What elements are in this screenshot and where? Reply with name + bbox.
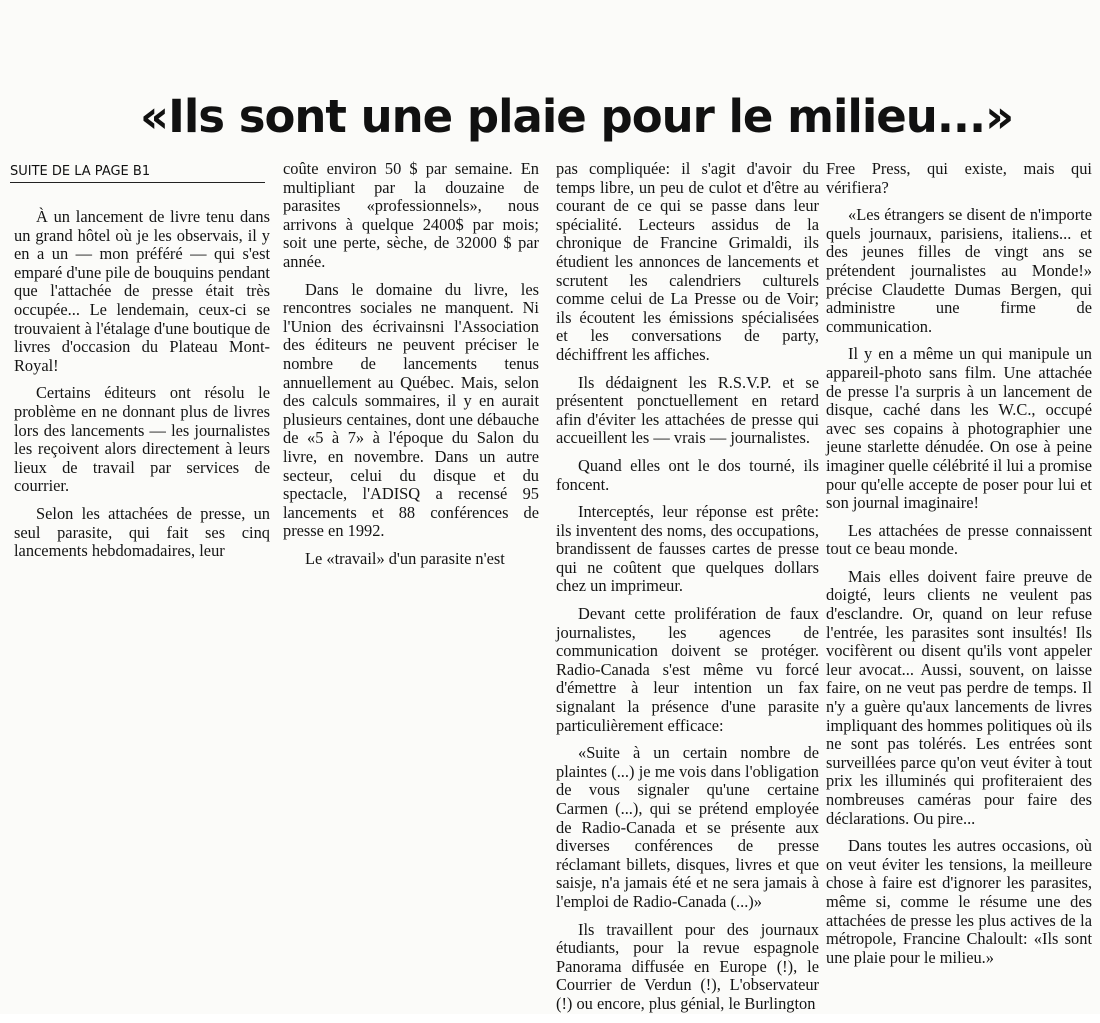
paragraph: coûte environ 50 $ par semaine. En multipliant par la douzaine de parasites «professionnels», nous arrivons à quelque 2400$ par mois; soit une perte, sèche, de 32000 $ par année. (283, 159, 539, 271)
paragraph: Les attachées de presse connaissent tout ce beau monde. (826, 520, 1092, 559)
continued-from-label: SUITE DE LA PAGE B1 (10, 163, 265, 183)
paragraph: Il y en a même un qui manipule un appareil-photo sans film. Une attachée de presse l'a surpris à un lancement de disque, caché dans les W.C., occupé avec ses copains à photographier une jeune starlette dénudée. On ose à peine imaginer quelle célébrité il lui a promise pour qu'elle accepte de poser pour lui et son journal imaginaire! (826, 344, 1092, 513)
paragraph: pas compliquée: il s'agit d'avoir du temps libre, un peu de culot et d'être au courant de ce qui se passe dans leur spécialité. Lecteurs assidus de la chronique de Francine Grimaldi, ils étudient les annonces de lancements et scrutent les calendriers culturels comme celui de La Presse ou de Voir; ils écoutent les émissions spécialisées et les conversations de party, déchiffrent les affiches. (556, 159, 819, 364)
paragraph: Quand elles ont le dos tourné, ils foncent. (556, 455, 819, 494)
paragraph: Ils travaillent pour des journaux étudiants, pour la revue espagnole Panorama diffusée en Europe (!), le Courrier de Verdun (!), L'observateur (!) ou encore, plus génial, le Burlington (556, 919, 819, 1013)
paragraph: À un lancement de livre tenu dans un grand hôtel où je les observais, il y en a un — mon préféré — qui s'est emparé d'une pile de bouquins pendant que l'attachée de presse était très occupée... Le lendemain, ceux-ci se trouvaient à l'étalage d'une boutique de livres d'occasion du Plateau Mont-Royal! (14, 207, 270, 375)
paragraph: Selon les attachées de presse, un seul parasite, qui fait ses cinq lancements hebdomadaires, leur (14, 503, 270, 561)
article-headline: «Ils sont une plaie pour le milieu...» (140, 90, 1014, 143)
paragraph: Dans toutes les autres occasions, où on veut éviter les tensions, la meilleure chose à faire est d'ignorer les parasites, même si, comme le résume une des attachées de presse les plus actives de la métropole, Francine Chaloult: «Ils sont une plaie pour le milieu.» (826, 836, 1092, 967)
column-1 (14, 208, 270, 570)
paragraph: Dans le domaine du livre, les rencontres sociales ne manquent. Ni l'Union des écrivainsni l'Association des éditeurs ne peuvent préciser le nombre de lancements tenus annuellement au Québec. Mais, selon des calculs sommaires, il y en aurait plusieurs centaines, dont une débauche de «5 à 7» à l'époque du Salon du livre, en novembre. Dans un autre secteur, celui du disque et du spectacle, l'ADISQ a recensé 95 lancements et 88 conférences de presse en 1992. (283, 279, 539, 541)
column-2 (283, 160, 539, 577)
paragraph: Mais elles doivent faire preuve de doigté, leurs clients ne veulent pas d'esclandre. Or, quand on leur refuse l'entrée, les parasites sont insultés! Ils vocifèrent ou disent qu'ils vont appeler leur avocat... Aussi, souvent, on laisse faire, on ne veut pas perdre de temps. Il n'y a guère qu'aux lancements de livres impliquant des hommes politiques où ils ne sont pas tolérés. Les entrées sont surveillées parce qu'on veut éviter à tout prix les illuminés qui profiteraient des nombreuses caméras pour faire des déclarations. Ou pire... (826, 566, 1092, 828)
quoted-fax: «Suite à un certain nombre de plaintes (...) je me vois dans l'obligation de vous signaler qu'une certaine Carmen (...), qui se prétend employée de Radio-Canada et se présente aux diverses conférences de presse réclamant billets, disques, livres et que saisje, n'a jamais été et ne sera jamais à l'emploi de Radio-Canada (...)» (556, 743, 819, 911)
paragraph: Devant cette prolifération de faux journalistes, les agences de communication doivent se protéger. Radio-Canada s'est même vu forcé d'émettre à leur intention un fax signalant la présence d'une parasite particulièrement efficace: (556, 604, 819, 735)
paragraph: Ils dédaignent les R.S.V.P. et se présentent ponctuellement en retard afin d'éviter les attachées de presse qui accueillent les — vrais — journalistes. (556, 372, 819, 448)
paragraph: «Les étrangers se disent de n'importe quels journaux, parisiens, italiens... et des jeunes filles de vingt ans se prétendent journalistes au Monde!» précise Claudette Dumas Bergen, qui administre une firme de communication. (826, 205, 1092, 336)
column-3 (556, 160, 819, 1023)
paragraph: Certains éditeurs ont résolu le problème en ne donnant plus de livres lors des lancements — les journalistes les reçoivent alors directement à leurs lieux de travail par services de courrier. (14, 383, 270, 496)
paragraph: Free Press, qui existe, mais qui vérifiera? (826, 159, 1092, 197)
paragraph: Le «travail» d'un parasite n'est (305, 548, 505, 568)
column-4 (826, 160, 1092, 976)
paragraph: Interceptés, leur réponse est prête: ils inventent des noms, des occupations, brandissent de fausses cartes de presse qui ne coûtent que quelques dollars chez un imprimeur. (556, 502, 819, 596)
